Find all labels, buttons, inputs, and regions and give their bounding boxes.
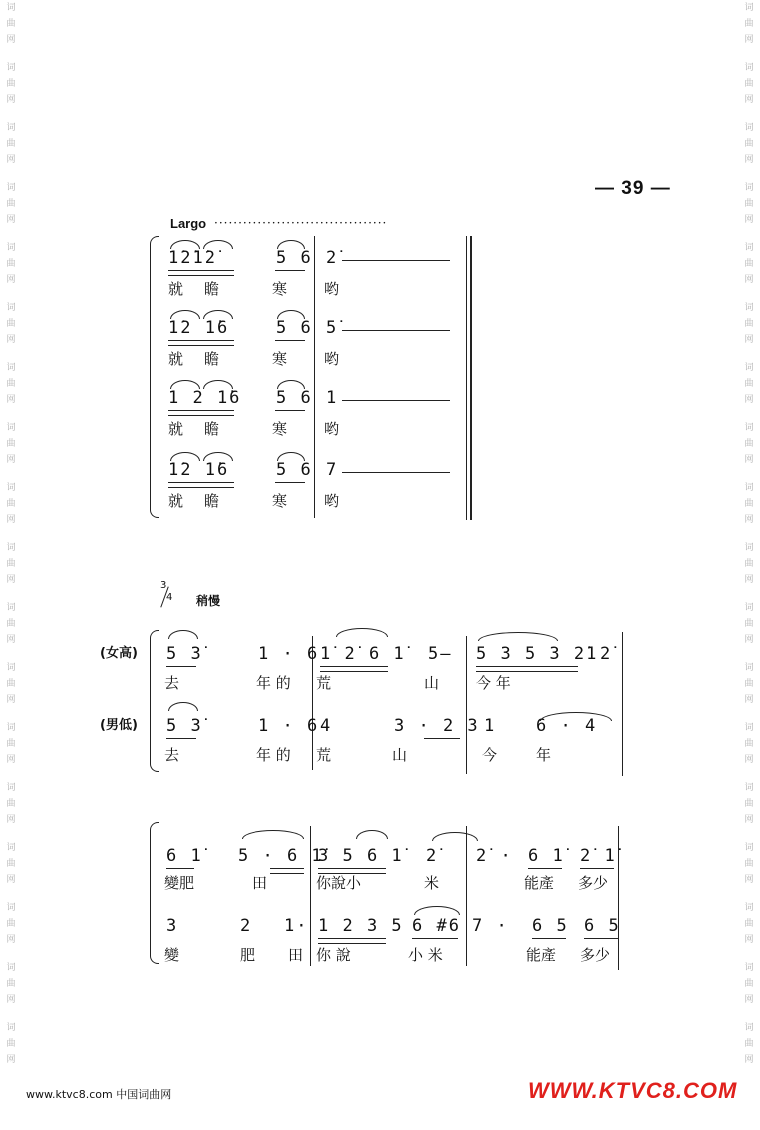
footer-logo-text: WWW.KTVC8.COM [528, 1078, 738, 1103]
side-watermark-group [741, 360, 757, 420]
beam [270, 868, 304, 874]
side-watermark-char: 词 [744, 183, 754, 193]
side-watermark-char: 曲 [6, 499, 16, 509]
side-watermark-char: 曲 [744, 319, 754, 329]
side-watermark-char: 网 [6, 875, 16, 885]
upper-lyric: 能產 [524, 874, 555, 892]
slur [277, 240, 305, 249]
beam [412, 938, 458, 939]
side-watermark-char: 网 [6, 995, 16, 1005]
side-watermark-char: 曲 [6, 19, 16, 29]
side-watermark-char: 网 [744, 755, 754, 765]
side-watermark-group [741, 120, 757, 180]
slur [168, 630, 198, 639]
female-lyric: 去 [164, 674, 180, 692]
side-watermark-char: 词 [6, 843, 16, 853]
largo-measure3-note: 1 [326, 388, 339, 408]
side-watermark-char: 网 [6, 815, 16, 825]
upper-lyric: 田 [252, 874, 268, 892]
largo-lyric: 就 [168, 420, 184, 438]
side-watermark-right [741, 0, 757, 1080]
beam [275, 270, 305, 271]
side-watermark-char: 词 [6, 723, 16, 733]
side-watermark-group [3, 240, 19, 300]
side-watermark-char: 词 [6, 543, 16, 553]
side-watermark-char: 词 [6, 903, 16, 913]
largo-measure3-note: 2̇ [326, 248, 339, 268]
largo-lyric: 瞻 [204, 350, 220, 368]
slur [540, 712, 612, 721]
side-watermark-char: 曲 [6, 799, 16, 809]
side-watermark-char: 曲 [6, 379, 16, 389]
slur [277, 380, 305, 389]
lower-lyric: 你 說 [316, 946, 351, 964]
male-lyric: 去 [164, 746, 180, 764]
side-watermark-char: 网 [6, 1055, 16, 1065]
side-watermark-char: 词 [744, 303, 754, 313]
lower-lyric: 小 米 [408, 946, 443, 964]
lower-notes: 6 #6 [412, 916, 461, 936]
side-watermark-char: 曲 [744, 799, 754, 809]
female-lyric: 荒 [316, 674, 332, 692]
male-notes: 3 · 2 3 [394, 716, 480, 736]
page-number: — 39 — [595, 178, 671, 199]
side-watermark-char: 词 [744, 843, 754, 853]
side-watermark-char: 词 [744, 483, 754, 493]
side-watermark-char: 网 [744, 935, 754, 945]
largo-measure3-note: 5̇ [326, 318, 339, 338]
upper-notes: 5 · 6 1̇ [238, 846, 324, 866]
male-notes: 1 · 6 [258, 716, 320, 736]
side-watermark-char: 网 [744, 35, 754, 45]
side-watermark-char: 词 [6, 483, 16, 493]
side-watermark-char: 曲 [744, 379, 754, 389]
tempo-mid: 稍慢 [196, 594, 221, 608]
lower-lyric: 多少 [580, 946, 611, 964]
slur [336, 628, 388, 637]
side-watermark-char: 网 [6, 455, 16, 465]
time-signature-top: 3 [160, 580, 167, 591]
side-watermark-char: 词 [6, 663, 16, 673]
largo-measure3-note: 7 [326, 460, 339, 480]
upper-lyric: 米 [424, 874, 440, 892]
female-lyric: 年 的 [256, 674, 291, 692]
lower-lyric: 能產 [526, 946, 557, 964]
system1-bracket [150, 236, 159, 518]
side-watermark-char: 曲 [744, 439, 754, 449]
upper-notes: 2̇ 1̇ [580, 846, 617, 866]
lower-notes: 2 [240, 916, 253, 936]
largo-lyric: 哟 [324, 420, 340, 438]
lower-notes: 1· [284, 916, 309, 936]
lower-lyric: 變 [164, 946, 180, 964]
slur [432, 832, 478, 841]
beam [168, 410, 234, 416]
side-watermark-group [741, 0, 757, 60]
largo-lyric: 寒 [272, 280, 288, 298]
side-watermark-char: 词 [6, 243, 16, 253]
side-watermark-char: 网 [744, 575, 754, 585]
side-watermark-char: 词 [6, 3, 16, 13]
side-watermark-char: 词 [744, 1023, 754, 1033]
sustain-line [342, 260, 450, 261]
upper-notes: 6 1̇ [166, 846, 203, 866]
side-watermark-char: 曲 [744, 79, 754, 89]
side-watermark-char: 曲 [6, 439, 16, 449]
barline [466, 636, 467, 774]
largo-lyric: 就 [168, 492, 184, 510]
barline [314, 236, 315, 518]
side-watermark-group [3, 600, 19, 660]
barline [466, 826, 467, 966]
side-watermark-char: 网 [744, 275, 754, 285]
side-watermark-char: 词 [744, 3, 754, 13]
slur [277, 310, 305, 319]
side-watermark-char: 曲 [744, 859, 754, 869]
side-watermark-char: 网 [6, 35, 16, 45]
beam [580, 868, 614, 869]
side-watermark-char: 网 [6, 695, 16, 705]
slur [478, 632, 558, 641]
tempo-marking: Largo [170, 216, 207, 231]
upper-notes: 2̇ · [476, 846, 513, 866]
beam [168, 270, 234, 276]
side-watermark-group [3, 840, 19, 900]
sustain-line [342, 472, 450, 473]
side-watermark-char: 词 [6, 603, 16, 613]
female-notes: 5 3 5 3 2̇1 [476, 644, 599, 664]
lower-notes: 7 · [472, 916, 509, 936]
beam [275, 340, 305, 341]
side-watermark-char: 曲 [744, 559, 754, 569]
side-watermark-group [741, 480, 757, 540]
side-watermark-char: 曲 [744, 499, 754, 509]
side-watermark-group [741, 900, 757, 960]
side-watermark-char: 词 [744, 903, 754, 913]
largo-measure1-notes: 1̇2 1̇6 [168, 460, 230, 480]
side-watermark-char: 词 [6, 783, 16, 793]
largo-lyric: 哟 [324, 280, 340, 298]
lower-notes: 6 5 [584, 916, 621, 936]
side-watermark-char: 网 [744, 515, 754, 525]
slur [242, 830, 304, 839]
beam [584, 938, 618, 939]
side-watermark-char: 词 [744, 663, 754, 673]
side-watermark-char: 词 [744, 723, 754, 733]
system3-bracket [150, 822, 159, 964]
male-lyric: 荒 [316, 746, 332, 764]
side-watermark-char: 网 [6, 515, 16, 525]
largo-lyric: 寒 [272, 350, 288, 368]
side-watermark-char: 网 [6, 155, 16, 165]
largo-lyric: 寒 [272, 420, 288, 438]
slur [170, 380, 200, 389]
side-watermark-char: 曲 [6, 319, 16, 329]
largo-lyric: 哟 [324, 492, 340, 510]
side-watermark-char: 网 [744, 95, 754, 105]
slur [203, 240, 233, 249]
final-barline [470, 236, 472, 520]
upper-notes: 3 5 6 1̇ [318, 846, 404, 866]
largo-measure1-notes: 1 2 1̇6 [168, 388, 242, 408]
upper-notes: 6 1̇ [528, 846, 565, 866]
side-watermark-char: 网 [6, 755, 16, 765]
side-watermark-char: 词 [6, 423, 16, 433]
side-watermark-char: 曲 [6, 559, 16, 569]
upper-notes: 2̇ [426, 846, 439, 866]
side-watermark-group [741, 540, 757, 600]
side-watermark-group [3, 0, 19, 60]
slur [170, 310, 200, 319]
side-watermark-group [3, 360, 19, 420]
female-lyric: 山 [424, 674, 440, 692]
beam [168, 482, 234, 488]
largo-lyric: 就 [168, 350, 184, 368]
side-watermark-char: 词 [6, 63, 16, 73]
side-watermark-char: 曲 [6, 199, 16, 209]
largo-measure2-notes: 5 6 [276, 388, 313, 408]
side-watermark-char: 网 [744, 335, 754, 345]
male-notes: 1 [484, 716, 497, 736]
side-watermark-char: 词 [744, 603, 754, 613]
side-watermark-char: 曲 [744, 679, 754, 689]
side-watermark-char: 网 [6, 335, 16, 345]
beam [528, 868, 562, 869]
side-watermark-char: 网 [6, 95, 16, 105]
side-watermark-char: 词 [744, 783, 754, 793]
side-watermark-char: 词 [6, 963, 16, 973]
side-watermark-char: 词 [6, 123, 16, 133]
side-watermark-char: 词 [6, 303, 16, 313]
beam [166, 738, 196, 739]
side-watermark-group [3, 420, 19, 480]
side-watermark-char: 词 [6, 363, 16, 373]
largo-measure2-notes: 5 6 [276, 318, 313, 338]
system2-bracket [150, 630, 159, 772]
side-watermark-char: 网 [744, 1055, 754, 1065]
side-watermark-char: 曲 [744, 619, 754, 629]
slur [170, 452, 200, 461]
male-lyric: 今 [482, 746, 498, 764]
side-watermark-group [741, 600, 757, 660]
upper-lyric: 你說小 [316, 874, 362, 892]
side-watermark-char: 网 [744, 155, 754, 165]
lower-notes: 1 2 3 5 [318, 916, 404, 936]
male-notes: 5 3̇ [166, 716, 203, 736]
sustain-line [342, 330, 450, 331]
side-watermark-char: 曲 [744, 139, 754, 149]
slur [203, 380, 233, 389]
side-watermark-char: 曲 [744, 739, 754, 749]
beam [166, 868, 194, 869]
side-watermark-char: 网 [6, 935, 16, 945]
side-watermark-char: 网 [744, 875, 754, 885]
largo-lyric: 瞻 [204, 280, 220, 298]
side-watermark-char: 曲 [6, 979, 16, 989]
largo-measure2-notes: 5 6 [276, 248, 313, 268]
side-watermark-char: 网 [6, 635, 16, 645]
side-watermark-char: 曲 [744, 919, 754, 929]
female-notes: 5— [428, 644, 453, 664]
side-watermark-char: 曲 [6, 1039, 16, 1049]
largo-lyric: 就 [168, 280, 184, 298]
side-watermark-char: 网 [744, 995, 754, 1005]
slur [356, 830, 388, 839]
side-watermark-group [3, 540, 19, 600]
side-watermark-char: 曲 [744, 1039, 754, 1049]
beam [424, 738, 460, 739]
male-notes: 6 · 4 [536, 716, 598, 736]
upper-lyric: 多少 [578, 874, 609, 892]
side-watermark-char: 网 [744, 395, 754, 405]
lower-notes: 3 [166, 916, 179, 936]
side-watermark-char: 网 [744, 695, 754, 705]
side-watermark-group [3, 60, 19, 120]
slur [203, 452, 233, 461]
side-watermark-left [3, 0, 19, 1080]
side-watermark-group [741, 1020, 757, 1080]
side-watermark-group [741, 720, 757, 780]
time-signature-bottom: 4 [166, 592, 173, 603]
side-watermark-char: 网 [744, 815, 754, 825]
tempo-extension-dots: ···································· [214, 216, 388, 230]
side-watermark-group [3, 1020, 19, 1080]
largo-lyric: 哟 [324, 350, 340, 368]
side-watermark-group [741, 960, 757, 1020]
female-notes: 2̇ [600, 644, 613, 664]
side-watermark-group [3, 900, 19, 960]
side-watermark-char: 网 [6, 395, 16, 405]
side-watermark-char: 词 [744, 63, 754, 73]
largo-lyric: 瞻 [204, 420, 220, 438]
side-watermark-char: 曲 [6, 859, 16, 869]
male-notes: 4 [320, 716, 333, 736]
side-watermark-char: 曲 [6, 619, 16, 629]
beam [166, 666, 196, 667]
female-notes: 1 · 6 [258, 644, 320, 664]
slur [414, 906, 460, 915]
side-watermark-char: 曲 [6, 919, 16, 929]
slur [168, 702, 198, 711]
side-watermark-group [741, 180, 757, 240]
barline [618, 826, 619, 970]
beam [168, 340, 234, 346]
side-watermark-char: 词 [744, 123, 754, 133]
side-watermark-group [3, 120, 19, 180]
side-watermark-char: 网 [6, 215, 16, 225]
female-lyric: 今 年 [476, 674, 511, 692]
lower-notes: 6 5 [532, 916, 569, 936]
beam [275, 410, 305, 411]
slur [203, 310, 233, 319]
side-watermark-char: 词 [744, 243, 754, 253]
side-watermark-group [3, 960, 19, 1020]
barline [622, 632, 623, 776]
side-watermark-char: 词 [744, 963, 754, 973]
side-watermark-char: 网 [744, 455, 754, 465]
side-watermark-group [3, 660, 19, 720]
largo-measure1-notes: 1̇2 1̇6 [168, 318, 230, 338]
lower-lyric: 肥 [240, 946, 256, 964]
side-watermark-group [741, 840, 757, 900]
side-watermark-char: 曲 [744, 199, 754, 209]
side-watermark-group [3, 720, 19, 780]
side-watermark-group [3, 780, 19, 840]
side-watermark-group [741, 300, 757, 360]
side-watermark-char: 曲 [6, 739, 16, 749]
beam [532, 938, 566, 939]
side-watermark-char: 曲 [6, 79, 16, 89]
side-watermark-char: 词 [744, 363, 754, 373]
beam [275, 482, 305, 483]
barline [466, 236, 467, 520]
male-lyric: 年 [536, 746, 552, 764]
sustain-line [342, 400, 450, 401]
side-watermark-char: 曲 [6, 139, 16, 149]
side-watermark-char: 词 [744, 423, 754, 433]
side-watermark-char: 词 [6, 183, 16, 193]
side-watermark-char: 网 [6, 575, 16, 585]
side-watermark-char: 曲 [744, 979, 754, 989]
side-watermark-char: 网 [744, 215, 754, 225]
slur [277, 452, 305, 461]
side-watermark-group [741, 660, 757, 720]
side-watermark-char: 曲 [6, 259, 16, 269]
side-watermark-char: 曲 [744, 259, 754, 269]
side-watermark-group [3, 180, 19, 240]
side-watermark-group [3, 480, 19, 540]
side-watermark-group [741, 240, 757, 300]
side-watermark-char: 词 [6, 1023, 16, 1033]
side-watermark-group [741, 60, 757, 120]
largo-measure1-notes: 1̇2̇1̇2̇ [168, 248, 217, 268]
upper-lyric: 變肥 [164, 874, 195, 892]
largo-lyric: 瞻 [204, 492, 220, 510]
female-notes: 5 3̇ [166, 644, 203, 664]
footer-site-text: www.ktvc8.com 中国词曲网 [26, 1088, 172, 1101]
side-watermark-char: 网 [6, 275, 16, 285]
lower-lyric: 田 [288, 946, 304, 964]
side-watermark-char: 曲 [744, 19, 754, 29]
part-label-female: (女高) [100, 646, 138, 661]
largo-lyric: 寒 [272, 492, 288, 510]
side-watermark-group [3, 300, 19, 360]
side-watermark-char: 曲 [6, 679, 16, 689]
side-watermark-char: 词 [744, 543, 754, 553]
part-label-male: (男低) [100, 718, 138, 733]
side-watermark-char: 网 [744, 635, 754, 645]
side-watermark-group [741, 420, 757, 480]
male-lyric: 年 的 [256, 746, 291, 764]
female-notes: 1̇ 2̇ 6 1̇ [320, 644, 406, 664]
largo-measure2-notes: 5 6 [276, 460, 313, 480]
male-lyric: 山 [392, 746, 408, 764]
slur [170, 240, 200, 249]
side-watermark-group [741, 780, 757, 840]
